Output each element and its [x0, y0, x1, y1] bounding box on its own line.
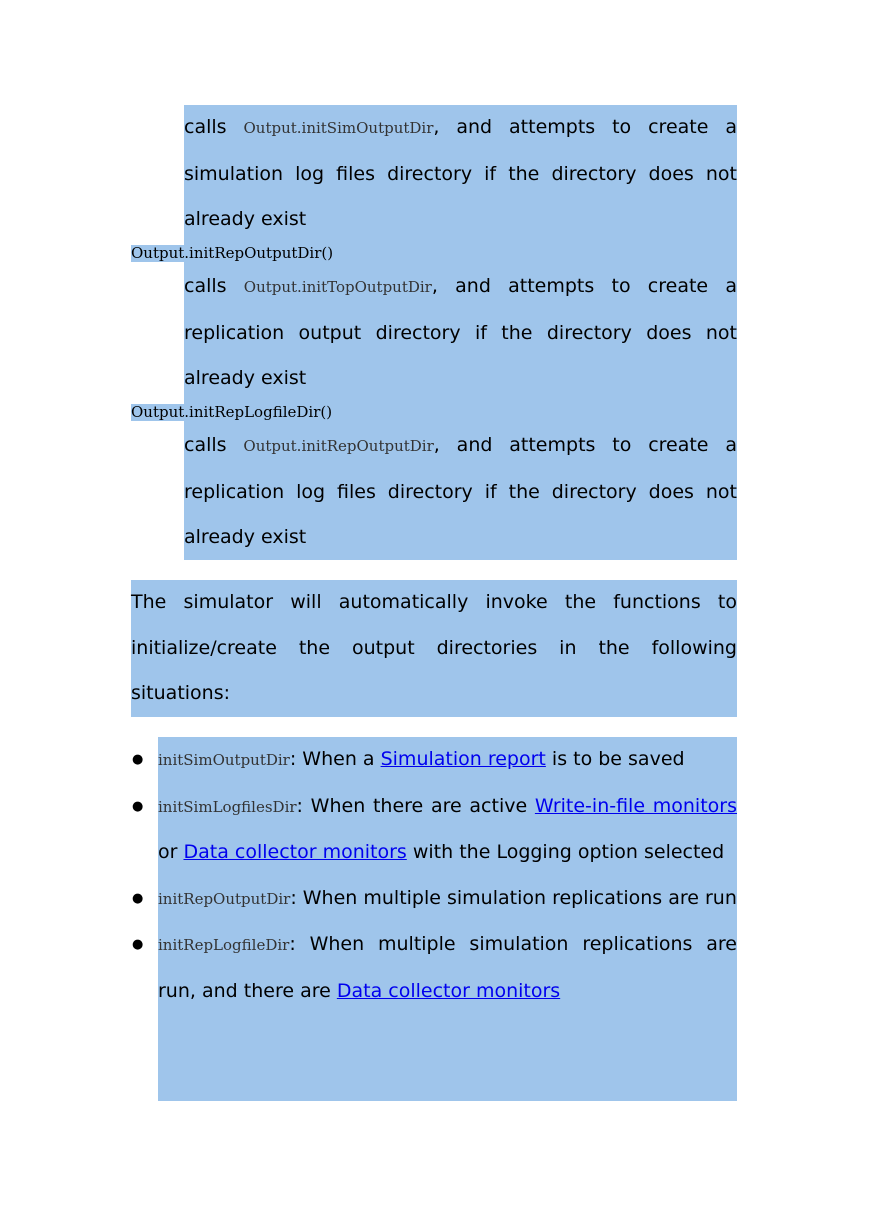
code-ref: Output.initSimOutputDir [243, 119, 434, 137]
definition-desc [184, 423, 737, 561]
list-item [132, 737, 737, 784]
term-name: Output.initRepOutputDir [131, 244, 322, 262]
situations-list-block [132, 737, 737, 1101]
bullet-icon: ● [132, 798, 144, 814]
function-name: initSimLogfilesDir [158, 797, 297, 816]
item-text: : When there are active [296, 794, 535, 817]
code-ref: Output.initTopOutputDir [243, 278, 432, 296]
data-collector-monitors-link[interactable]: Data collector monitors [336, 979, 561, 1002]
item-text: or [158, 841, 184, 863]
list-item [132, 784, 737, 876]
situations-list [132, 737, 737, 1014]
bullet-icon: ● [132, 937, 144, 952]
situations-paragraph-block [131, 580, 737, 717]
term-parens: () [321, 244, 334, 262]
item-text: : When multiple simulation replications are run [290, 886, 737, 909]
term-name: Output.initRepLogfileDir [131, 403, 321, 421]
write-in-file-monitors-link[interactable]: Write-in-file monitors [534, 794, 737, 817]
situations-paragraph: The simulator will automatically invoke the functions to initialize/create the output directories in the following situations: [131, 591, 737, 704]
list-item [132, 922, 737, 1014]
desc-text: , and attempts to create a replication log files directory if the directory does not already exist [184, 434, 737, 548]
function-name: initRepOutputDir [158, 889, 291, 908]
item-text: : When a [289, 748, 381, 770]
item-text: with the Logging option selected [406, 841, 725, 863]
desc-prefix: calls [184, 275, 227, 297]
bullet-icon: ● [132, 752, 144, 767]
desc-prefix: calls [184, 434, 227, 456]
definition-term [131, 404, 332, 421]
list-item [132, 876, 737, 923]
item-text: is to be saved [545, 748, 685, 770]
item-text: : When multiple simulation replications are run, and there are [158, 933, 737, 1002]
simulation-report-link[interactable]: Simulation report [380, 748, 546, 770]
function-name: initRepLogfileDir [158, 936, 290, 954]
data-collector-monitors-link[interactable]: Data collector monitors [183, 841, 407, 863]
function-name: initSimOutputDir [158, 751, 290, 769]
code-ref: Output.initRepOutputDir [243, 437, 434, 455]
definition-desc [184, 105, 737, 243]
term-parens: () [320, 403, 333, 421]
definition-desc [184, 264, 737, 402]
desc-text: , and attempts to create a replication output directory if the directory does not already exist [184, 275, 737, 389]
desc-prefix: calls [184, 116, 227, 138]
desc-text: , and attempts to create a simulation log files directory if the directory does not already exist [184, 116, 737, 230]
definition-term [131, 245, 333, 262]
bullet-icon: ● [132, 890, 144, 906]
